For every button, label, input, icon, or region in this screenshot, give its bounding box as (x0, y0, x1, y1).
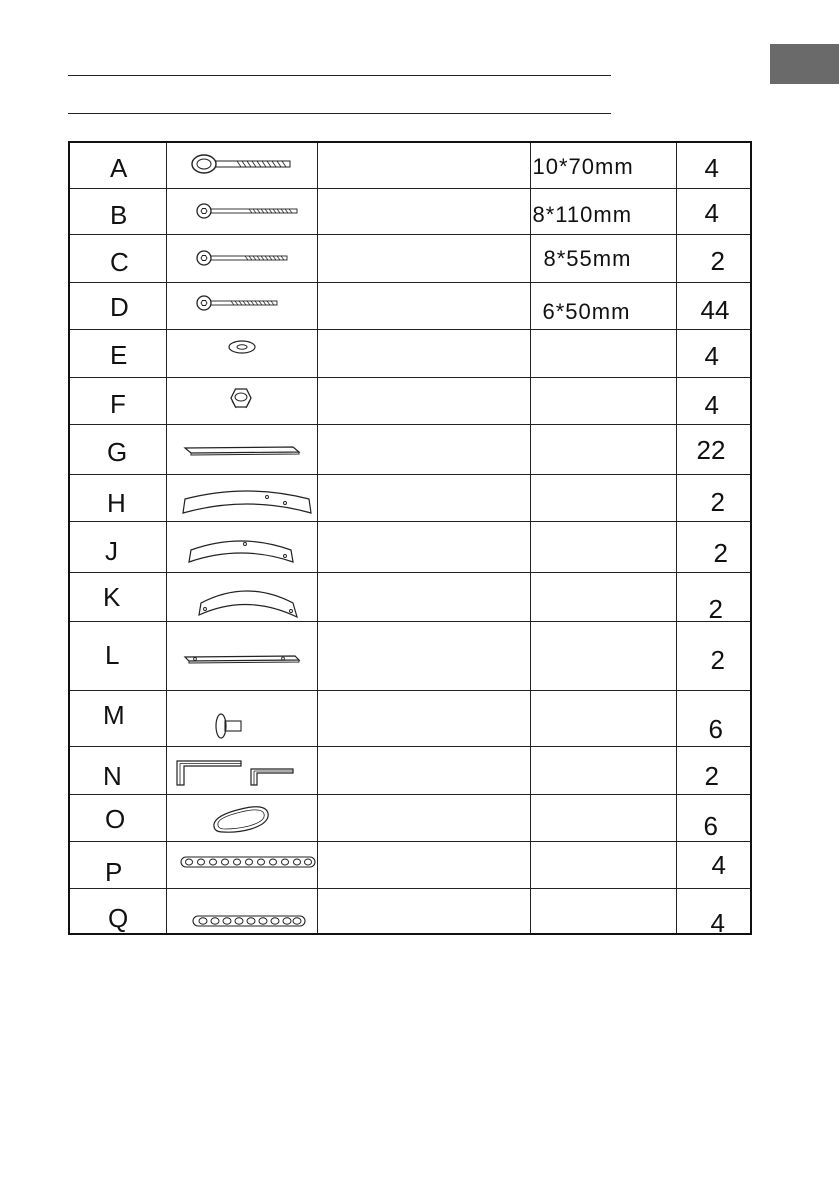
part-name-cell (317, 377, 530, 424)
part-letter-cell (69, 746, 166, 794)
hex-nut-icon (227, 385, 255, 411)
part-size-cell (530, 329, 676, 377)
curved-rail-large-icon (181, 485, 315, 517)
part-letter-cell (69, 521, 166, 572)
table-row (69, 621, 751, 690)
part-letter: L (105, 639, 120, 670)
curved-rail-medium-icon (187, 534, 299, 566)
part-letter-cell (69, 234, 166, 282)
part-qty: 2 (704, 760, 719, 791)
part-qty: 4 (704, 340, 719, 371)
part-picture-cell (166, 794, 317, 841)
part-size-cell (530, 888, 676, 934)
table-row (69, 234, 751, 282)
part-letter: F (110, 388, 126, 419)
part-size-cell (530, 142, 676, 188)
part-size-cell (530, 474, 676, 521)
part-letter: O (105, 803, 126, 834)
part-letter-cell (69, 841, 166, 888)
chain-short-icon (191, 913, 309, 929)
table-row (69, 329, 751, 377)
part-name-cell (317, 888, 530, 934)
part-letter: E (110, 339, 128, 370)
part-name-cell (317, 794, 530, 841)
part-qty-cell (676, 188, 751, 234)
part-qty-cell (676, 794, 751, 841)
part-size-cell (530, 621, 676, 690)
part-qty-cell (676, 329, 751, 377)
part-letter: H (107, 487, 126, 518)
table-row (69, 521, 751, 572)
table-row (69, 377, 751, 424)
table-row (69, 746, 751, 794)
part-name-cell (317, 234, 530, 282)
part-qty: 2 (710, 245, 725, 276)
part-name-cell (317, 282, 530, 329)
header-rule-top (68, 75, 611, 76)
part-name-cell (317, 746, 530, 794)
part-qty: 2 (710, 486, 725, 517)
part-name-cell (317, 474, 530, 521)
hex-bolt-short-icon (193, 291, 283, 315)
part-letter-cell (69, 474, 166, 521)
part-qty: 4 (704, 197, 719, 228)
part-size-cell (530, 234, 676, 282)
part-qty: 6 (703, 810, 718, 841)
part-qty-cell (676, 841, 751, 888)
part-letter: A (110, 153, 128, 183)
part-qty: 6 (708, 713, 723, 744)
table-row (69, 572, 751, 621)
part-letter: P (105, 856, 123, 887)
table-row (69, 142, 751, 188)
part-name-cell (317, 521, 530, 572)
part-name-cell (317, 572, 530, 621)
part-size-cell (530, 572, 676, 621)
part-letter: K (103, 581, 121, 612)
part-qty: 2 (710, 644, 725, 675)
part-letter-cell (69, 572, 166, 621)
part-picture-cell (166, 188, 317, 234)
table-row (69, 841, 751, 888)
part-picture-cell (166, 424, 317, 474)
part-qty-cell (676, 474, 751, 521)
table-row (69, 282, 751, 329)
hex-bolt-medium-icon (193, 246, 293, 270)
page-section-tab (770, 44, 839, 84)
part-qty: 4 (704, 153, 719, 183)
table-row (69, 188, 751, 234)
table-row (69, 888, 751, 934)
flat-bar-icon (183, 652, 303, 668)
part-qty-cell (676, 888, 751, 938)
part-letter-cell (69, 888, 166, 934)
part-letter: G (107, 436, 128, 467)
part-picture-cell (166, 572, 317, 621)
part-letter-cell (69, 282, 166, 329)
part-qty: 2 (713, 537, 728, 568)
part-qty-cell (676, 377, 751, 424)
part-letter-cell (69, 794, 166, 841)
table-row (69, 690, 751, 746)
part-picture-cell (166, 329, 317, 377)
part-qty-cell (676, 424, 751, 474)
part-name-cell (317, 188, 530, 234)
part-picture-cell (166, 142, 317, 188)
part-qty: 22 (696, 434, 726, 465)
rivet-bolt-icon (213, 711, 249, 741)
part-picture-cell (166, 746, 317, 794)
part-name-cell (317, 142, 530, 188)
part-picture-cell (166, 521, 317, 572)
part-letter: D (110, 291, 129, 322)
part-picture-cell (166, 841, 317, 888)
part-size-cell (530, 521, 676, 572)
part-size-cell (530, 424, 676, 474)
part-size-cell (530, 794, 676, 841)
part-picture-cell (166, 888, 317, 934)
part-letter-cell (69, 690, 166, 746)
part-name-cell (317, 690, 530, 746)
part-qty-cell (676, 621, 751, 690)
table-row (69, 794, 751, 841)
part-letter: J (105, 535, 118, 566)
part-letter-cell (69, 621, 166, 690)
allen-key-icon (175, 759, 299, 787)
part-letter-cell (69, 377, 166, 424)
part-picture-cell (166, 234, 317, 282)
part-qty: 44 (700, 294, 730, 325)
hex-bolt-long-icon (193, 199, 303, 223)
part-size: 8*55mm (543, 245, 632, 271)
part-name-cell (317, 424, 530, 474)
part-letter-cell (69, 424, 166, 474)
part-qty-cell (676, 282, 751, 329)
part-size-cell (530, 841, 676, 888)
part-picture-cell (166, 621, 317, 690)
part-picture-cell (166, 377, 317, 424)
straight-slat-icon (183, 443, 303, 459)
part-letter: Q (108, 902, 129, 933)
part-letter-cell (69, 142, 166, 188)
part-qty-cell (676, 234, 751, 282)
part-size: 8*110mm (532, 201, 633, 227)
part-name-cell (317, 329, 530, 377)
header-rule-bottom (68, 113, 611, 114)
part-size: 10*70mm (532, 154, 634, 179)
part-qty-cell (676, 690, 751, 746)
eye-bolt-icon (189, 149, 299, 179)
part-size: 6*50mm (542, 298, 631, 324)
parts-list-table (68, 141, 752, 938)
curved-rail-small-icon (197, 585, 301, 619)
part-size-cell (530, 746, 676, 794)
part-qty-cell (676, 746, 751, 794)
part-letter: B (110, 199, 128, 230)
part-qty-cell (676, 142, 751, 188)
part-name-cell (317, 621, 530, 690)
part-qty-cell (676, 572, 751, 624)
part-qty: 4 (711, 849, 726, 880)
part-letter-cell (69, 329, 166, 377)
part-letter: C (110, 246, 129, 277)
carabiner-icon (211, 805, 273, 835)
part-letter: N (103, 760, 122, 791)
part-picture-cell (166, 690, 317, 746)
chain-long-icon (179, 854, 319, 870)
part-name-cell (317, 841, 530, 888)
table-row (69, 474, 751, 521)
washer-icon (225, 338, 259, 356)
part-size-cell (530, 377, 676, 424)
part-letter: M (103, 699, 125, 730)
part-picture-cell (166, 474, 317, 521)
part-qty: 4 (704, 389, 719, 420)
part-picture-cell (166, 282, 317, 329)
part-size-cell (530, 188, 676, 234)
part-qty: 2 (708, 593, 723, 624)
part-size-cell (530, 282, 676, 329)
table-row (69, 424, 751, 474)
part-qty: 4 (710, 907, 725, 938)
part-letter-cell (69, 188, 166, 234)
part-qty-cell (676, 521, 751, 572)
part-size-cell (530, 690, 676, 746)
